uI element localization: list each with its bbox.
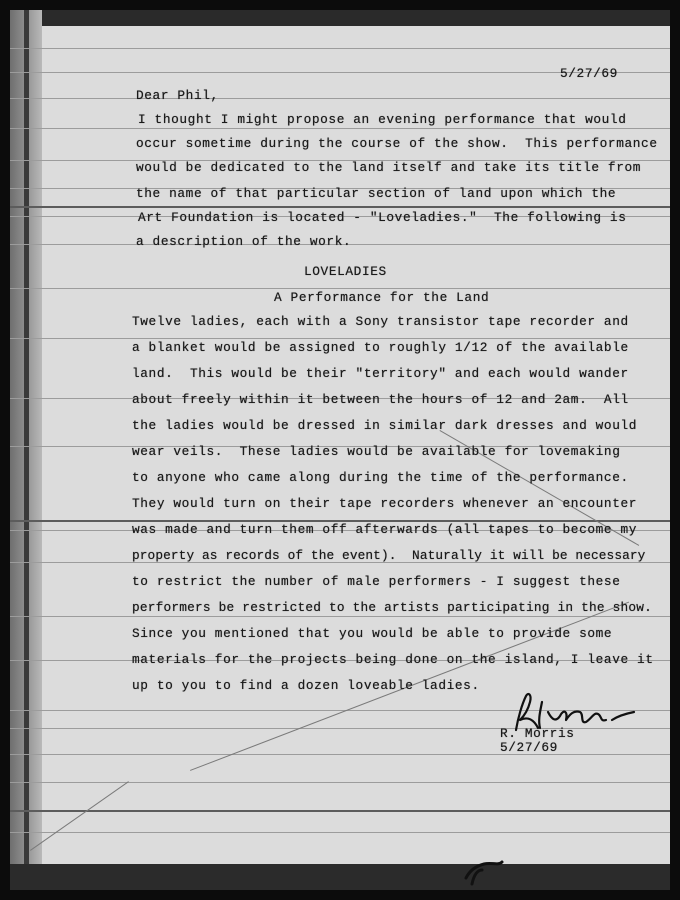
body-line: to restrict the number of male performers - I suggest these xyxy=(132,574,621,589)
body-line: a blanket would be assigned to roughly 1/12 of the available xyxy=(132,340,629,355)
body-line: was made and turn them off afterwards (all tapes to become my xyxy=(132,522,638,537)
body-line: Since you mentioned that you would be able to provide some xyxy=(132,626,613,641)
body-line: They would turn on their tape recorders whenever an encounter xyxy=(132,496,638,511)
body-line: to anyone who came along during the time of the performance. xyxy=(132,470,629,485)
scan-left-edge xyxy=(24,10,29,890)
intro-line: I thought I might propose an evening performance that would xyxy=(138,112,627,127)
intro-line: occur sometime during the course of the show. This performance xyxy=(136,136,658,151)
body-line: materials for the projects being done on the island, I leave it xyxy=(132,652,654,667)
work-title: LOVELADIES xyxy=(304,264,387,279)
body-line: wear veils. These ladies would be available for lovemaking xyxy=(132,444,621,459)
intro-line: the name of that particular section of land upon which the xyxy=(136,186,617,201)
letter-date: 5/27/69 xyxy=(560,66,618,81)
scan-bottom-edge xyxy=(10,864,670,890)
body-line: land. This would be their "territory" and each would wander xyxy=(132,366,629,381)
salutation: Dear Phil, xyxy=(136,88,219,103)
intro-line: Art Foundation is located - "Loveladies." The following is xyxy=(138,210,627,225)
intro-line: would be dedicated to the land itself and take its title from xyxy=(136,160,642,175)
signed-date: 5/27/69 xyxy=(500,740,558,755)
scan-top-edge xyxy=(10,10,670,26)
body-line: Twelve ladies, each with a Sony transistor tape recorder and xyxy=(132,314,629,329)
body-line: the ladies would be dressed in similar dark dresses and would xyxy=(132,418,638,433)
intro-line: a description of the work. xyxy=(136,234,352,249)
binding-clip-mark xyxy=(462,856,506,886)
body-line: up to you to find a dozen loveable ladies. xyxy=(132,678,480,693)
body-line: property as records of the event). Naturally it will be necessary xyxy=(132,548,646,563)
work-subtitle: A Performance for the Land xyxy=(274,290,490,305)
letter-page xyxy=(10,10,670,890)
body-line: about freely within it between the hours of 12 and 2am. All xyxy=(132,392,629,407)
signer-name: R. Morris xyxy=(500,726,575,741)
body-line: performers be restricted to the artists participating in the show. xyxy=(132,600,653,615)
